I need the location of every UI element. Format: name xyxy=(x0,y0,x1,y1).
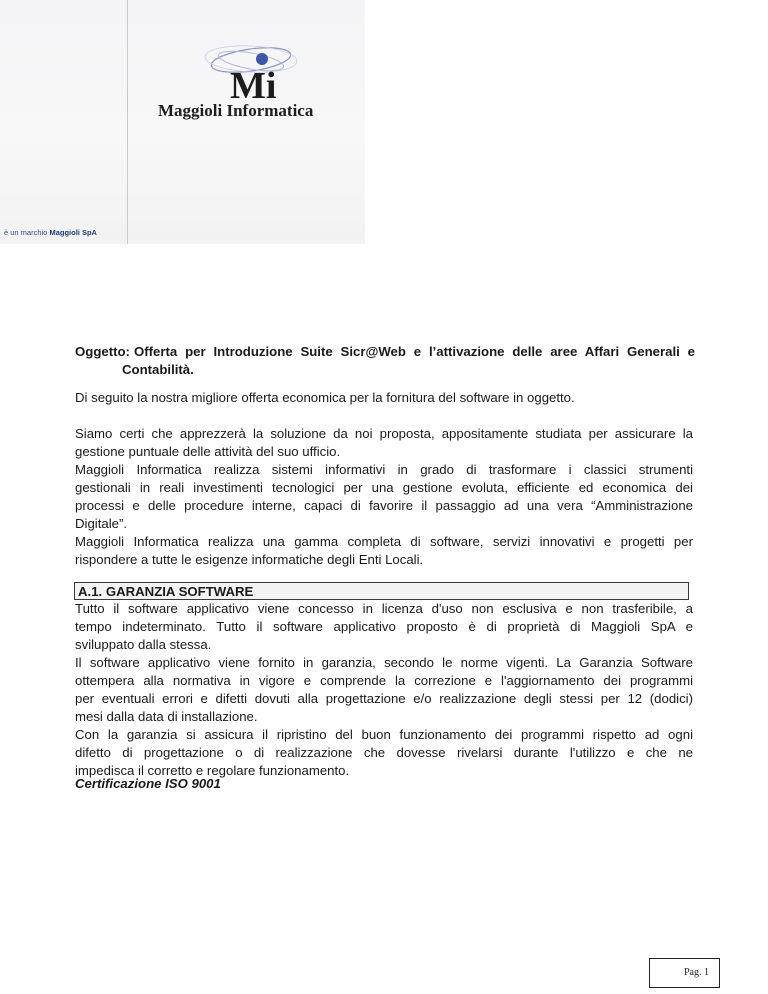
body-line: Digitale”. xyxy=(75,516,128,531)
section-line: impedisca il corretto e regolare funzionamento. xyxy=(75,763,350,778)
intro-paragraph xyxy=(75,389,693,407)
subject-label: Oggetto: xyxy=(75,344,130,359)
subject-line-1: Offerta per Introduzione Suite Sicr@Web e l’attivazione delle aree Affari Generali e xyxy=(134,344,695,359)
page-number: Pag. 1 xyxy=(684,967,709,978)
company-name: Maggioli Informatica xyxy=(158,101,314,120)
section-heading-garanzia: A.1. GARANZIA SOFTWARE xyxy=(74,582,689,600)
body-paragraph xyxy=(75,425,693,569)
intro-line: Di seguito la nostra migliore offerta economica per la fornitura del software in oggetto. xyxy=(75,390,575,405)
section-line: sviluppato dalla stessa. xyxy=(75,637,212,652)
section-line: Con la garanzia si assicura il ripristino del buon funzionamento dei programmi rispetto ad ogni xyxy=(75,727,693,742)
body-line: gestionali in reali investimenti tecnologici per una gestione evoluta, efficiente ed economica dei xyxy=(75,480,693,495)
section-line: tempo indeterminato. Tutto il software applicativo proposto è di proprietà di Maggioli SpA e xyxy=(75,619,693,634)
body-line: processi e delle procedure interne, capaci di favorire il passaggio ad una vera “Amministrazione xyxy=(75,498,693,513)
body-line: rispondere a tutte le esigenze informatiche degli Enti Locali. xyxy=(75,552,424,567)
section-line: difetto di progettazione o di realizzazione che dovesse rivelarsi durante l'utilizzo e che ne xyxy=(75,745,693,760)
section-line: Il software applicativo viene fornito in garanzia, secondo le norme vigenti. La Garanzia Software xyxy=(75,655,693,670)
logo-monogram: Mi xyxy=(230,65,277,107)
body-line: Maggioli Informatica realizza sistemi informativi in grado di trasformare i classici strumenti xyxy=(75,462,693,477)
tagline-brand: Maggioli SpA xyxy=(49,228,97,237)
certification-label: Certificazione ISO 9001 xyxy=(75,776,221,791)
section-paragraph xyxy=(75,600,693,780)
tagline-prefix: è un marchio xyxy=(4,228,48,237)
section-line: mesi dalla data di installazione. xyxy=(75,709,258,724)
section-line: Tutto il software applicativo viene concesso in licenza d'uso non esclusiva e non trasferibile, a xyxy=(75,601,693,616)
page-number-box xyxy=(649,958,720,988)
body-line: Maggioli Informatica realizza una gamma completa di software, servizi innovativi e progetti per xyxy=(75,534,693,549)
section-line: ottempera alla normativa in vigore e comprende la correzione e l'aggiornamento dei programmi xyxy=(75,673,693,688)
letterhead-logo-panel xyxy=(0,0,365,244)
body-line: Siamo certi che apprezzerà la soluzione da noi proposta, appositamente studiata per assicurare la xyxy=(75,426,693,441)
section-line: per eventuali errori e difetti dovuti alla progettazione e/o realizzazione degli stessi per 12 (dodici) xyxy=(75,691,693,706)
letterhead-divider xyxy=(127,0,128,244)
body-line: gestione puntuale delle attività del suo ufficio. xyxy=(75,444,341,459)
brand-tagline xyxy=(4,228,97,237)
subject-line-2: Contabilità. xyxy=(122,362,194,377)
